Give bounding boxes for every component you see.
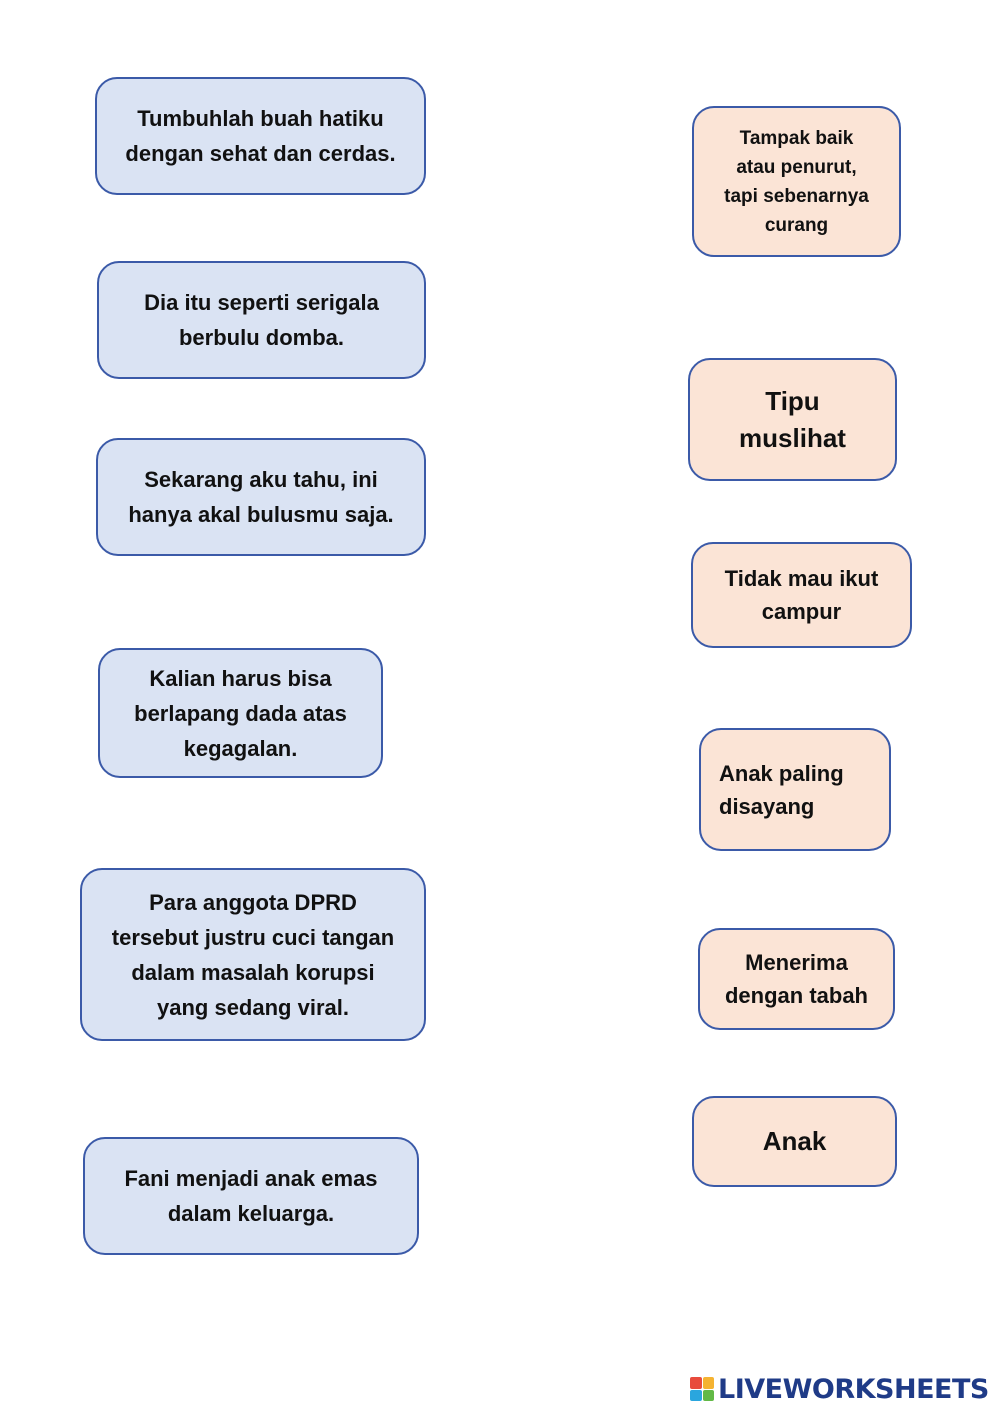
statement-card-5[interactable]: [80, 868, 426, 1041]
logo-square-green: [703, 1390, 715, 1402]
meaning-text: Anak: [762, 1126, 827, 1156]
meaning-card-4[interactable]: [699, 728, 891, 851]
logo-square-blue: [690, 1390, 702, 1402]
meaning-card-2[interactable]: [688, 358, 897, 481]
statement-text: Kalian harus bisa berlapang dada atas kegagalan.: [134, 665, 347, 761]
statement-card-3[interactable]: [96, 438, 426, 556]
statement-card-1[interactable]: [95, 77, 426, 195]
meaning-text: Tampak baik atau penurut, tapi sebenarnya curang: [724, 127, 869, 236]
meaning-card-5[interactable]: [698, 928, 895, 1030]
statement-text: Dia itu seperti serigala berbulu domba.: [144, 290, 379, 350]
statement-card-2[interactable]: [97, 261, 426, 379]
statement-card-6[interactable]: [83, 1137, 419, 1255]
meaning-card-6[interactable]: [692, 1096, 897, 1187]
meaning-text: Anak paling disayang: [719, 760, 844, 819]
meaning-text: Menerima dengan tabah: [724, 950, 868, 1008]
meaning-text: Tipu muslihat: [739, 385, 846, 453]
brand-name: LIVEWORKSHEETS: [718, 1373, 989, 1405]
liveworksheets-brand: [690, 1372, 989, 1406]
logo-square-red: [690, 1377, 702, 1389]
statement-text: Fani menjadi anak emas dalam keluarga.: [124, 1166, 378, 1226]
meaning-card-1[interactable]: [692, 106, 901, 257]
statement-text: Tumbuhlah buah hatiku dengan sehat dan cerdas.: [125, 106, 396, 166]
meaning-card-3[interactable]: [691, 542, 912, 648]
logo-square-yellow: [703, 1377, 715, 1389]
liveworksheets-logo-icon: [690, 1377, 714, 1401]
statement-text: Sekarang aku tahu, ini hanya akal bulusmu saja.: [128, 467, 394, 527]
statement-text: Para anggota DPRD tersebut justru cuci tangan dalam masalah korupsi yang sedang viral.: [111, 889, 395, 1020]
statement-card-4[interactable]: [98, 648, 383, 778]
meaning-text: Tidak mau ikut campur: [724, 566, 879, 624]
